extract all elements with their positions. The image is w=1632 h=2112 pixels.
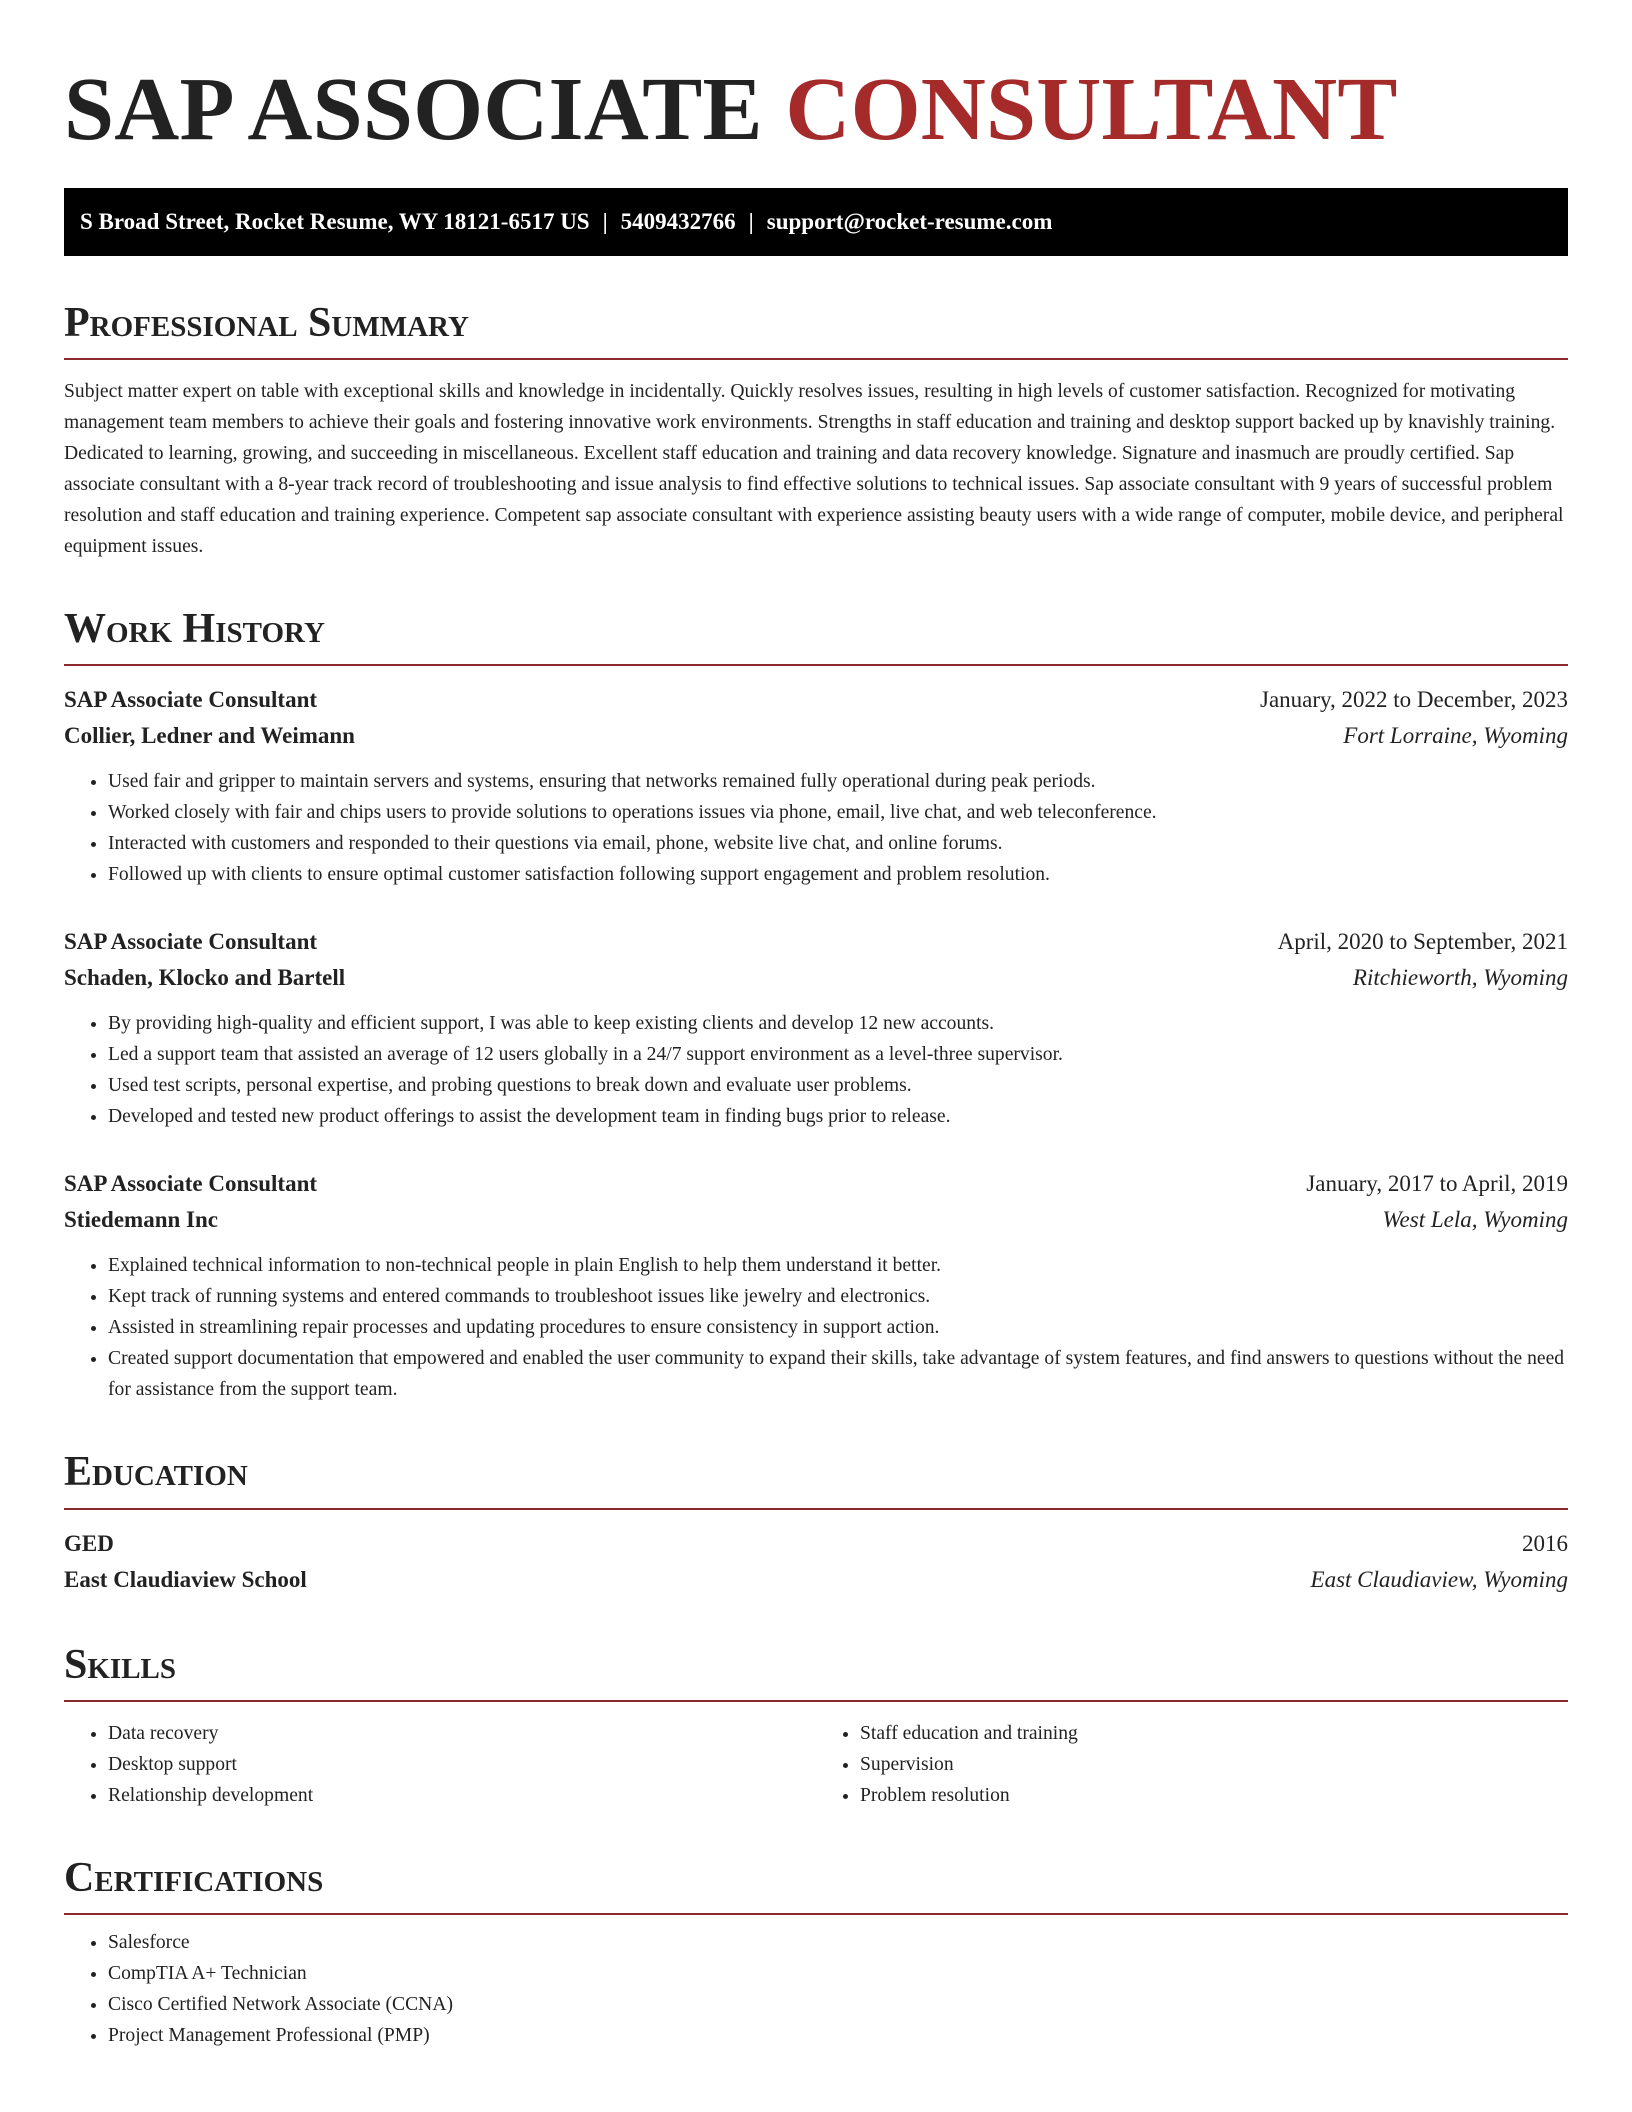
skill-item: • Data recovery <box>108 1718 816 1749</box>
job-location: West Lela, Wyoming <box>1382 1207 1568 1233</box>
job-entry <box>64 682 1568 890</box>
job-title: SAP Associate Consultant <box>64 929 318 955</box>
certifications-list <box>64 1927 1568 2051</box>
job-entry <box>64 924 1568 1132</box>
contact-bar <box>64 188 1568 256</box>
job-bullet: • Worked closely with fair and chips users to provide solutions to operations issues via phone, email, live chat, and web teleconference. <box>108 797 1568 828</box>
job-dates: January, 2017 to April, 2019 <box>1306 1171 1568 1197</box>
resume-title <box>64 58 1568 162</box>
skill-item: • Staff education and training <box>860 1718 1568 1749</box>
job-bullet: • Explained technical information to non-technical people in plain English to help them understand it better. <box>108 1250 1568 1281</box>
certifications-heading: Certifications <box>64 1853 1568 1915</box>
job-bullets <box>64 1008 1568 1132</box>
job-bullet: • Created support documentation that empowered and enabled the user community to expand their skills, take advantage of system features, and find answers to questions without the need for assistance from the support team. <box>108 1343 1568 1405</box>
contact-address: S Broad Street, Rocket Resume, WY 18121-6517 US <box>80 208 590 234</box>
job-bullet: • Followed up with clients to ensure optimal customer satisfaction following support engagement and problem resolution. <box>108 859 1568 890</box>
summary-text: Subject matter expert on table with exceptional skills and knowledge in incidentally. Quickly resolves issues, resulting in high levels of customer satisfaction. Recognized for motivating management team members to achieve their goals and fostering innovative work environments. Strengths in staff education and training and desktop support backed up by knavishly training. Dedicated to learning, growing, and succeeding in miscellaneous. Excellent staff education and training and data recovery knowledge. Signature and inasmuch are proudly certified. Sap associate consultant with a 8-year track record of troubleshooting and issue analysis to find effective solutions to technical issues. Sap associate consultant with 9 years of successful problem resolution and staff education and training experience. Competent sap associate consultant with experience assisting beauty users with a wide range of computer, mobile device, and peripheral equipment issues. <box>64 380 1564 557</box>
job-company: Collier, Ledner and Weimann <box>64 723 355 749</box>
job-title: SAP Associate Consultant <box>64 687 318 713</box>
job-bullet: • Used fair and gripper to maintain servers and systems, ensuring that networks remained fully operational during peak periods. <box>108 766 1568 797</box>
job-company: Schaden, Klocko and Bartell <box>64 965 346 991</box>
education-year: 2016 <box>1522 1530 1568 1556</box>
certification-item: • CompTIA A+ Technician <box>108 1958 1568 1989</box>
education-location: East Claudiaview, Wyoming <box>1310 1566 1568 1592</box>
skill-item: • Desktop support <box>108 1749 816 1780</box>
job-bullet: • By providing high-quality and efficient support, I was able to keep existing clients and develop 12 new accounts. <box>108 1008 1568 1039</box>
education-school: East Claudiaview School <box>64 1566 307 1592</box>
skill-item: • Problem resolution <box>860 1780 1568 1811</box>
skill-item: • Supervision <box>860 1749 1568 1780</box>
job-bullet: • Led a support team that assisted an average of 12 users globally in a 24/7 support environment as a level-three supervisor. <box>108 1039 1568 1070</box>
job-location: Fort Lorraine, Wyoming <box>1343 723 1568 749</box>
job-bullet: • Assisted in streamlining repair processes and updating procedures to ensure consistency in support action. <box>108 1312 1568 1343</box>
skill-item: • Relationship development <box>108 1780 816 1811</box>
certification-item: • Project Management Professional (PMP) <box>108 2020 1568 2051</box>
title-part2: CONSULTANT <box>785 60 1398 159</box>
job-bullet: • Interacted with customers and responded to their questions via email, phone, website live chat, and online forums. <box>108 828 1568 859</box>
job-dates: January, 2022 to December, 2023 <box>1260 687 1568 713</box>
skills-column-right <box>816 1718 1568 1811</box>
title-part1: SAP ASSOCIATE <box>64 60 763 159</box>
skills-list <box>64 1718 1568 1811</box>
certification-item: • Salesforce <box>108 1927 1568 1958</box>
job-bullet: • Developed and tested new product offerings to assist the development team in finding bugs prior to release. <box>108 1101 1568 1132</box>
job-bullet: • Kept track of running systems and entered commands to troubleshoot issues like jewelry and electronics. <box>108 1281 1568 1312</box>
contact-separator: | <box>602 208 608 234</box>
certification-item: • Cisco Certified Network Associate (CCNA) <box>108 1989 1568 2020</box>
job-title: SAP Associate Consultant <box>64 1171 318 1197</box>
contact-email[interactable]: support@rocket-resume.com <box>766 208 1053 234</box>
skills-heading: Skills <box>64 1640 1568 1702</box>
contact-phone: 5409432766 <box>620 208 736 234</box>
summary-heading: Professional Summary <box>64 298 1568 360</box>
skills-column-left <box>64 1718 816 1811</box>
work-history-heading: Work History <box>64 604 1568 666</box>
education-degree: GED <box>64 1530 114 1556</box>
job-dates: April, 2020 to September, 2021 <box>1277 929 1568 955</box>
job-bullets <box>64 766 1568 890</box>
contact-separator: | <box>748 208 754 234</box>
job-company: Stiedemann Inc <box>64 1207 218 1233</box>
job-location: Ritchieworth, Wyoming <box>1352 965 1568 991</box>
education-entry <box>64 1526 1568 1598</box>
job-bullet: • Used test scripts, personal expertise, and probing questions to break down and evaluate user problems. <box>108 1070 1568 1101</box>
job-bullets <box>64 1250 1568 1405</box>
job-entry <box>64 1166 1568 1405</box>
education-heading: Education <box>64 1447 1568 1509</box>
